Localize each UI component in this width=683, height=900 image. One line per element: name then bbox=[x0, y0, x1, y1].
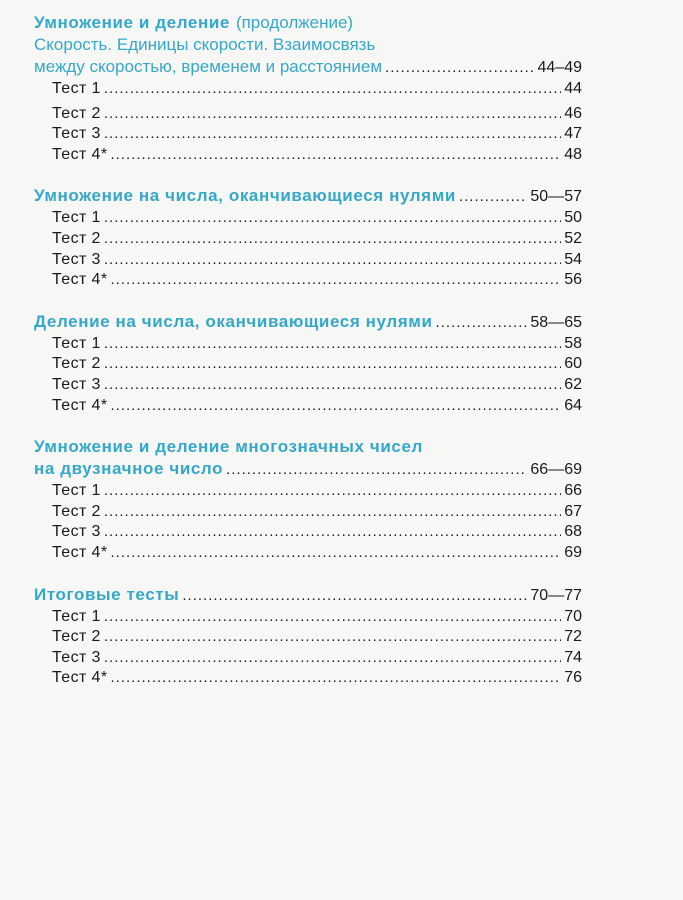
section-subtitle: Скорость. Единицы скорости. Взаимосвязь bbox=[34, 35, 376, 54]
leader-dots bbox=[110, 145, 561, 166]
toc-heading-row bbox=[34, 185, 582, 208]
page-range: 50—57 bbox=[530, 188, 582, 206]
toc-entry bbox=[34, 543, 582, 564]
toc-entry bbox=[34, 396, 582, 417]
toc-heading-row bbox=[34, 311, 582, 334]
entry-label: Тест 4* bbox=[52, 669, 108, 687]
section-title: Умножение на числа, оканчивающиеся нулями bbox=[34, 186, 456, 206]
entry-label: Тест 4* bbox=[52, 271, 108, 289]
leader-dots bbox=[110, 543, 561, 564]
toc-section-2 bbox=[34, 185, 582, 290]
toc-entry bbox=[34, 270, 582, 291]
section-title: Деление на числа, оканчивающиеся нулями bbox=[34, 311, 433, 331]
section-subtitle: между скоростью, временем и расстоянием bbox=[34, 57, 383, 76]
page-range: 58—65 bbox=[530, 313, 582, 331]
entry-page: 68 bbox=[564, 523, 582, 541]
entry-page: 72 bbox=[564, 628, 582, 646]
toc-section-3 bbox=[34, 311, 582, 416]
toc-entry bbox=[34, 354, 582, 375]
leader-dots bbox=[104, 607, 561, 628]
entry-page: 76 bbox=[564, 669, 582, 687]
toc-entry bbox=[34, 522, 582, 543]
entry-label: Тест 3 bbox=[52, 125, 101, 143]
entry-label: Тест 4* bbox=[52, 543, 108, 561]
entry-page: 66 bbox=[564, 482, 582, 500]
leader-dots bbox=[110, 270, 561, 291]
toc-section-4 bbox=[34, 436, 582, 563]
entry-label: Тест 3 bbox=[52, 523, 101, 541]
leader-dots bbox=[104, 79, 561, 100]
entry-page: 67 bbox=[564, 502, 582, 520]
toc-entry bbox=[34, 250, 582, 271]
section-title: на двузначное число bbox=[34, 459, 224, 479]
section-title: Итоговые тесты bbox=[34, 584, 180, 604]
toc-entry bbox=[34, 104, 582, 125]
entry-label: Тест 3 bbox=[52, 375, 101, 393]
entry-label: Тест 2 bbox=[52, 628, 101, 646]
page-range: 44–49 bbox=[537, 59, 582, 76]
leader-dots bbox=[104, 375, 561, 396]
leader-dots bbox=[104, 481, 561, 502]
section-title: Умножение и деление bbox=[34, 13, 230, 32]
entry-label: Тест 4* bbox=[52, 145, 108, 163]
toc-entry bbox=[34, 124, 582, 145]
page-range: 66—69 bbox=[530, 461, 582, 479]
toc-entry bbox=[34, 375, 582, 396]
entry-label: Тест 2 bbox=[52, 104, 101, 122]
entry-label: Тест 2 bbox=[52, 355, 101, 373]
entry-page: 74 bbox=[564, 648, 582, 666]
entry-page: 69 bbox=[564, 543, 582, 561]
table-of-contents bbox=[34, 12, 582, 689]
entry-page: 62 bbox=[564, 375, 582, 393]
toc-section-5 bbox=[34, 584, 582, 689]
entry-label: Тест 4* bbox=[52, 396, 108, 414]
leader-dots bbox=[436, 312, 528, 334]
leader-dots bbox=[182, 585, 527, 607]
toc-entry bbox=[34, 334, 582, 355]
leader-dots bbox=[104, 104, 561, 125]
leader-dots bbox=[104, 124, 561, 145]
section-title-note: (продолжение) bbox=[235, 13, 354, 32]
leader-dots bbox=[104, 648, 561, 669]
entry-page: 60 bbox=[564, 355, 582, 373]
entry-page: 46 bbox=[564, 104, 582, 122]
entry-page: 50 bbox=[564, 209, 582, 227]
entry-page: 56 bbox=[564, 271, 582, 289]
leader-dots bbox=[104, 208, 561, 229]
leader-dots bbox=[104, 502, 561, 523]
toc-entry bbox=[34, 481, 582, 502]
entry-page: 47 bbox=[564, 125, 582, 143]
leader-dots bbox=[459, 186, 527, 208]
toc-heading-row bbox=[34, 56, 582, 79]
toc-entry bbox=[34, 607, 582, 628]
entry-label: Тест 1 bbox=[52, 80, 101, 97]
entry-label: Тест 1 bbox=[52, 482, 101, 500]
toc-section-1 bbox=[34, 12, 582, 165]
leader-dots bbox=[104, 522, 561, 543]
leader-dots bbox=[110, 396, 561, 417]
section-heading bbox=[34, 12, 582, 34]
leader-dots bbox=[226, 459, 527, 481]
toc-heading-row bbox=[34, 458, 582, 481]
entry-page: 54 bbox=[564, 250, 582, 268]
toc-entry bbox=[34, 229, 582, 250]
toc-entry bbox=[34, 648, 582, 669]
entry-label: Тест 2 bbox=[52, 229, 101, 247]
entry-page: 48 bbox=[564, 145, 582, 163]
page-range: 70—77 bbox=[530, 586, 582, 604]
leader-dots bbox=[104, 627, 561, 648]
leader-dots bbox=[104, 229, 561, 250]
toc-entry bbox=[34, 79, 582, 100]
entry-label: Тест 2 bbox=[52, 502, 101, 520]
entry-label: Тест 1 bbox=[52, 607, 101, 625]
section-heading bbox=[34, 436, 582, 458]
leader-dots bbox=[385, 57, 534, 79]
leader-dots bbox=[104, 250, 561, 271]
entry-page: 58 bbox=[564, 334, 582, 352]
entry-page: 64 bbox=[564, 396, 582, 414]
entry-page: 52 bbox=[564, 229, 582, 247]
leader-dots bbox=[104, 354, 561, 375]
toc-entry bbox=[34, 145, 582, 166]
toc-entry bbox=[34, 627, 582, 648]
entry-page: 70 bbox=[564, 607, 582, 625]
toc-entry bbox=[34, 208, 582, 229]
toc-entry bbox=[34, 668, 582, 689]
entry-label: Тест 3 bbox=[52, 250, 101, 268]
toc-heading-row bbox=[34, 584, 582, 607]
entry-page: 44 bbox=[564, 80, 582, 97]
section-title: Умножение и деление многозначных чисел bbox=[34, 437, 423, 457]
leader-dots bbox=[104, 334, 561, 355]
leader-dots bbox=[110, 668, 561, 689]
toc-entry bbox=[34, 502, 582, 523]
entry-label: Тест 1 bbox=[52, 209, 101, 227]
entry-label: Тест 3 bbox=[52, 648, 101, 666]
entry-label: Тест 1 bbox=[52, 334, 101, 352]
